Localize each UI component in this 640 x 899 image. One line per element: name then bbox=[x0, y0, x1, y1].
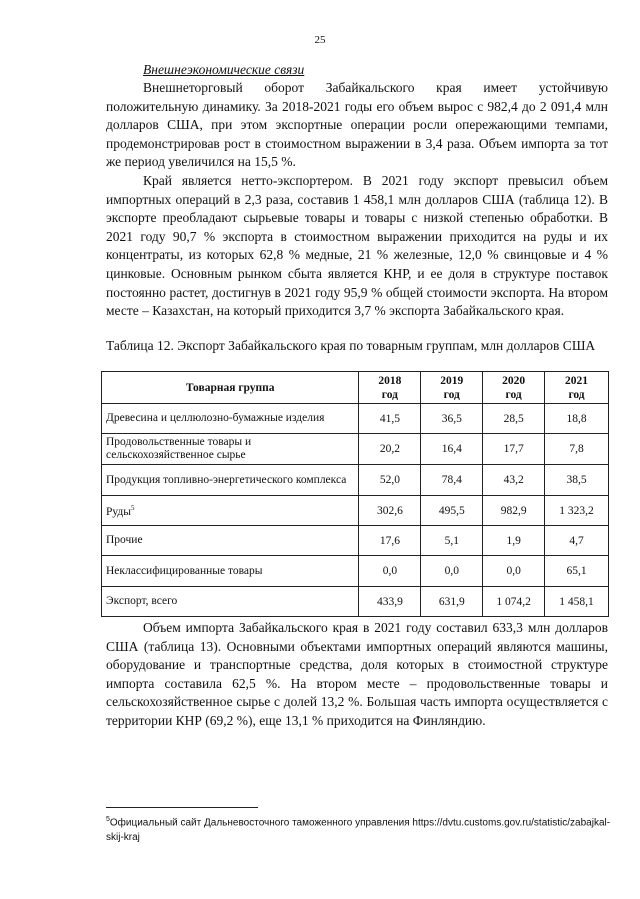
row-value: 18,8 bbox=[545, 404, 609, 434]
row-value: 433,9 bbox=[359, 587, 421, 617]
row-label: Экспорт, всего bbox=[102, 587, 359, 617]
table-row bbox=[102, 556, 609, 587]
table-row bbox=[102, 526, 609, 556]
row-value: 52,0 bbox=[359, 465, 421, 496]
row-value: 1,9 bbox=[483, 526, 545, 556]
row-value: 631,9 bbox=[421, 587, 483, 617]
row-value: 0,0 bbox=[483, 556, 545, 587]
row-value: 5,1 bbox=[421, 526, 483, 556]
row-value: 982,9 bbox=[483, 496, 545, 526]
row-value: 17,6 bbox=[359, 526, 421, 556]
row-value: 41,5 bbox=[359, 404, 421, 434]
header-year: 2020 год bbox=[483, 372, 545, 404]
header-year: 2018 год bbox=[359, 372, 421, 404]
row-value: 20,2 bbox=[359, 434, 421, 465]
table-row bbox=[102, 404, 609, 434]
table-header-row bbox=[102, 372, 609, 404]
section-heading: Внешнеэкономические связи bbox=[143, 62, 305, 77]
table-row bbox=[102, 496, 609, 526]
row-value: 495,5 bbox=[421, 496, 483, 526]
row-value: 38,5 bbox=[545, 465, 609, 496]
row-value: 1 074,2 bbox=[483, 587, 545, 617]
table-caption: Таблица 12. Экспорт Забайкальского края по товарным группам, млн долларов США bbox=[106, 338, 596, 353]
header-year: 2021 год bbox=[545, 372, 609, 404]
footnote-divider bbox=[106, 807, 258, 808]
row-label: Неклассифицированные товары bbox=[102, 556, 359, 587]
paragraph-net-exporter: Край является нетто-экспортером. В 2021 году экспорт превысил объем импортных операций в 2,3 раза, составив 1 458,1 млн долларов США (таблица 12). В экспорте преобладают сырьевые товары и товары с низкой степенью обработки. В 2021 году 90,7 % экспорта в стоимостном выражении приходится на руды и их концентраты, из которых 62,8 % медные, 21 % железные, 12,0 % свинцовые и 4 % цинковые. Основным рынком сбыта является КНР, и ее доля в структуре поставок постоянно растет, достигнув в 2021 году 95,9 % общей стоимости экспорта. На втором месте – Казахстан, на который приходится 3,7 % экспорта Забайкальского края. bbox=[106, 173, 608, 319]
row-value: 28,5 bbox=[483, 404, 545, 434]
row-label: Прочие bbox=[102, 526, 359, 556]
row-label: Продовольственные товары и сельскохозяйственное сырье bbox=[102, 434, 359, 465]
row-label: Продукция топливно-энергетического комплекса bbox=[102, 465, 359, 496]
table-row bbox=[102, 434, 609, 465]
table-total-row bbox=[102, 587, 609, 617]
row-value: 78,4 bbox=[421, 465, 483, 496]
table-row bbox=[102, 465, 609, 496]
row-value: 36,5 bbox=[421, 404, 483, 434]
row-label: Руды$^5$ bbox=[102, 496, 359, 526]
row-value: 43,2 bbox=[483, 465, 545, 496]
export-table bbox=[101, 371, 609, 617]
header-group: Товарная группа bbox=[102, 372, 359, 404]
row-value: 16,4 bbox=[421, 434, 483, 465]
row-value: 17,7 bbox=[483, 434, 545, 465]
paragraph-trade-turnover: Внешнеторговый оборот Забайкальского края имеет устойчивую положительную динамику. За 2018-2021 годы его объем вырос с 982,4 до 2 091,4 млн долларов США, при этом экспортные операции росли опережающими темпами, продемонстрировав рост в стоимостном выражении в 3,4 раза. Объем импорта за тот же период увеличился на 15,5 %. bbox=[106, 80, 608, 170]
row-value: 4,7 bbox=[545, 526, 609, 556]
footnote-text: Официальный сайт Дальневосточного таможенного управления https://dvtu.customs.gov.ru/statistic/zabajkal-skij-kraj bbox=[106, 817, 611, 844]
row-value: 1 458,1 bbox=[545, 587, 609, 617]
paragraph-imports: Объем импорта Забайкальского края в 2021 году составил 633,3 млн долларов США (таблица 13). Основными объектами импортных операций являются машины, оборудование и транспортные средства, доля которых в стоимостной структуре импорта составила 62,5 %. На втором месте – продовольственные товары и сельскохозяйственное сырье с долей 13,2 %. Большая часть импорта осуществляется с территории КНР (69,2 %), еще 13,1 % приходится на Финляндию. bbox=[106, 620, 608, 728]
row-value: 0,0 bbox=[421, 556, 483, 587]
row-value: 65,1 bbox=[545, 556, 609, 587]
page-number: 25 bbox=[314, 34, 326, 46]
row-value: 7,8 bbox=[545, 434, 609, 465]
row-label: Древесина и целлюлозно-бумажные изделия bbox=[102, 404, 359, 434]
row-value: 302,6 bbox=[359, 496, 421, 526]
footnote-ref: 5 bbox=[131, 504, 135, 513]
row-value: 0,0 bbox=[359, 556, 421, 587]
footnote-mark: 5 bbox=[106, 816, 110, 823]
row-value: 1 323,2 bbox=[545, 496, 609, 526]
footnote bbox=[106, 812, 611, 845]
header-year: 2019 год bbox=[421, 372, 483, 404]
